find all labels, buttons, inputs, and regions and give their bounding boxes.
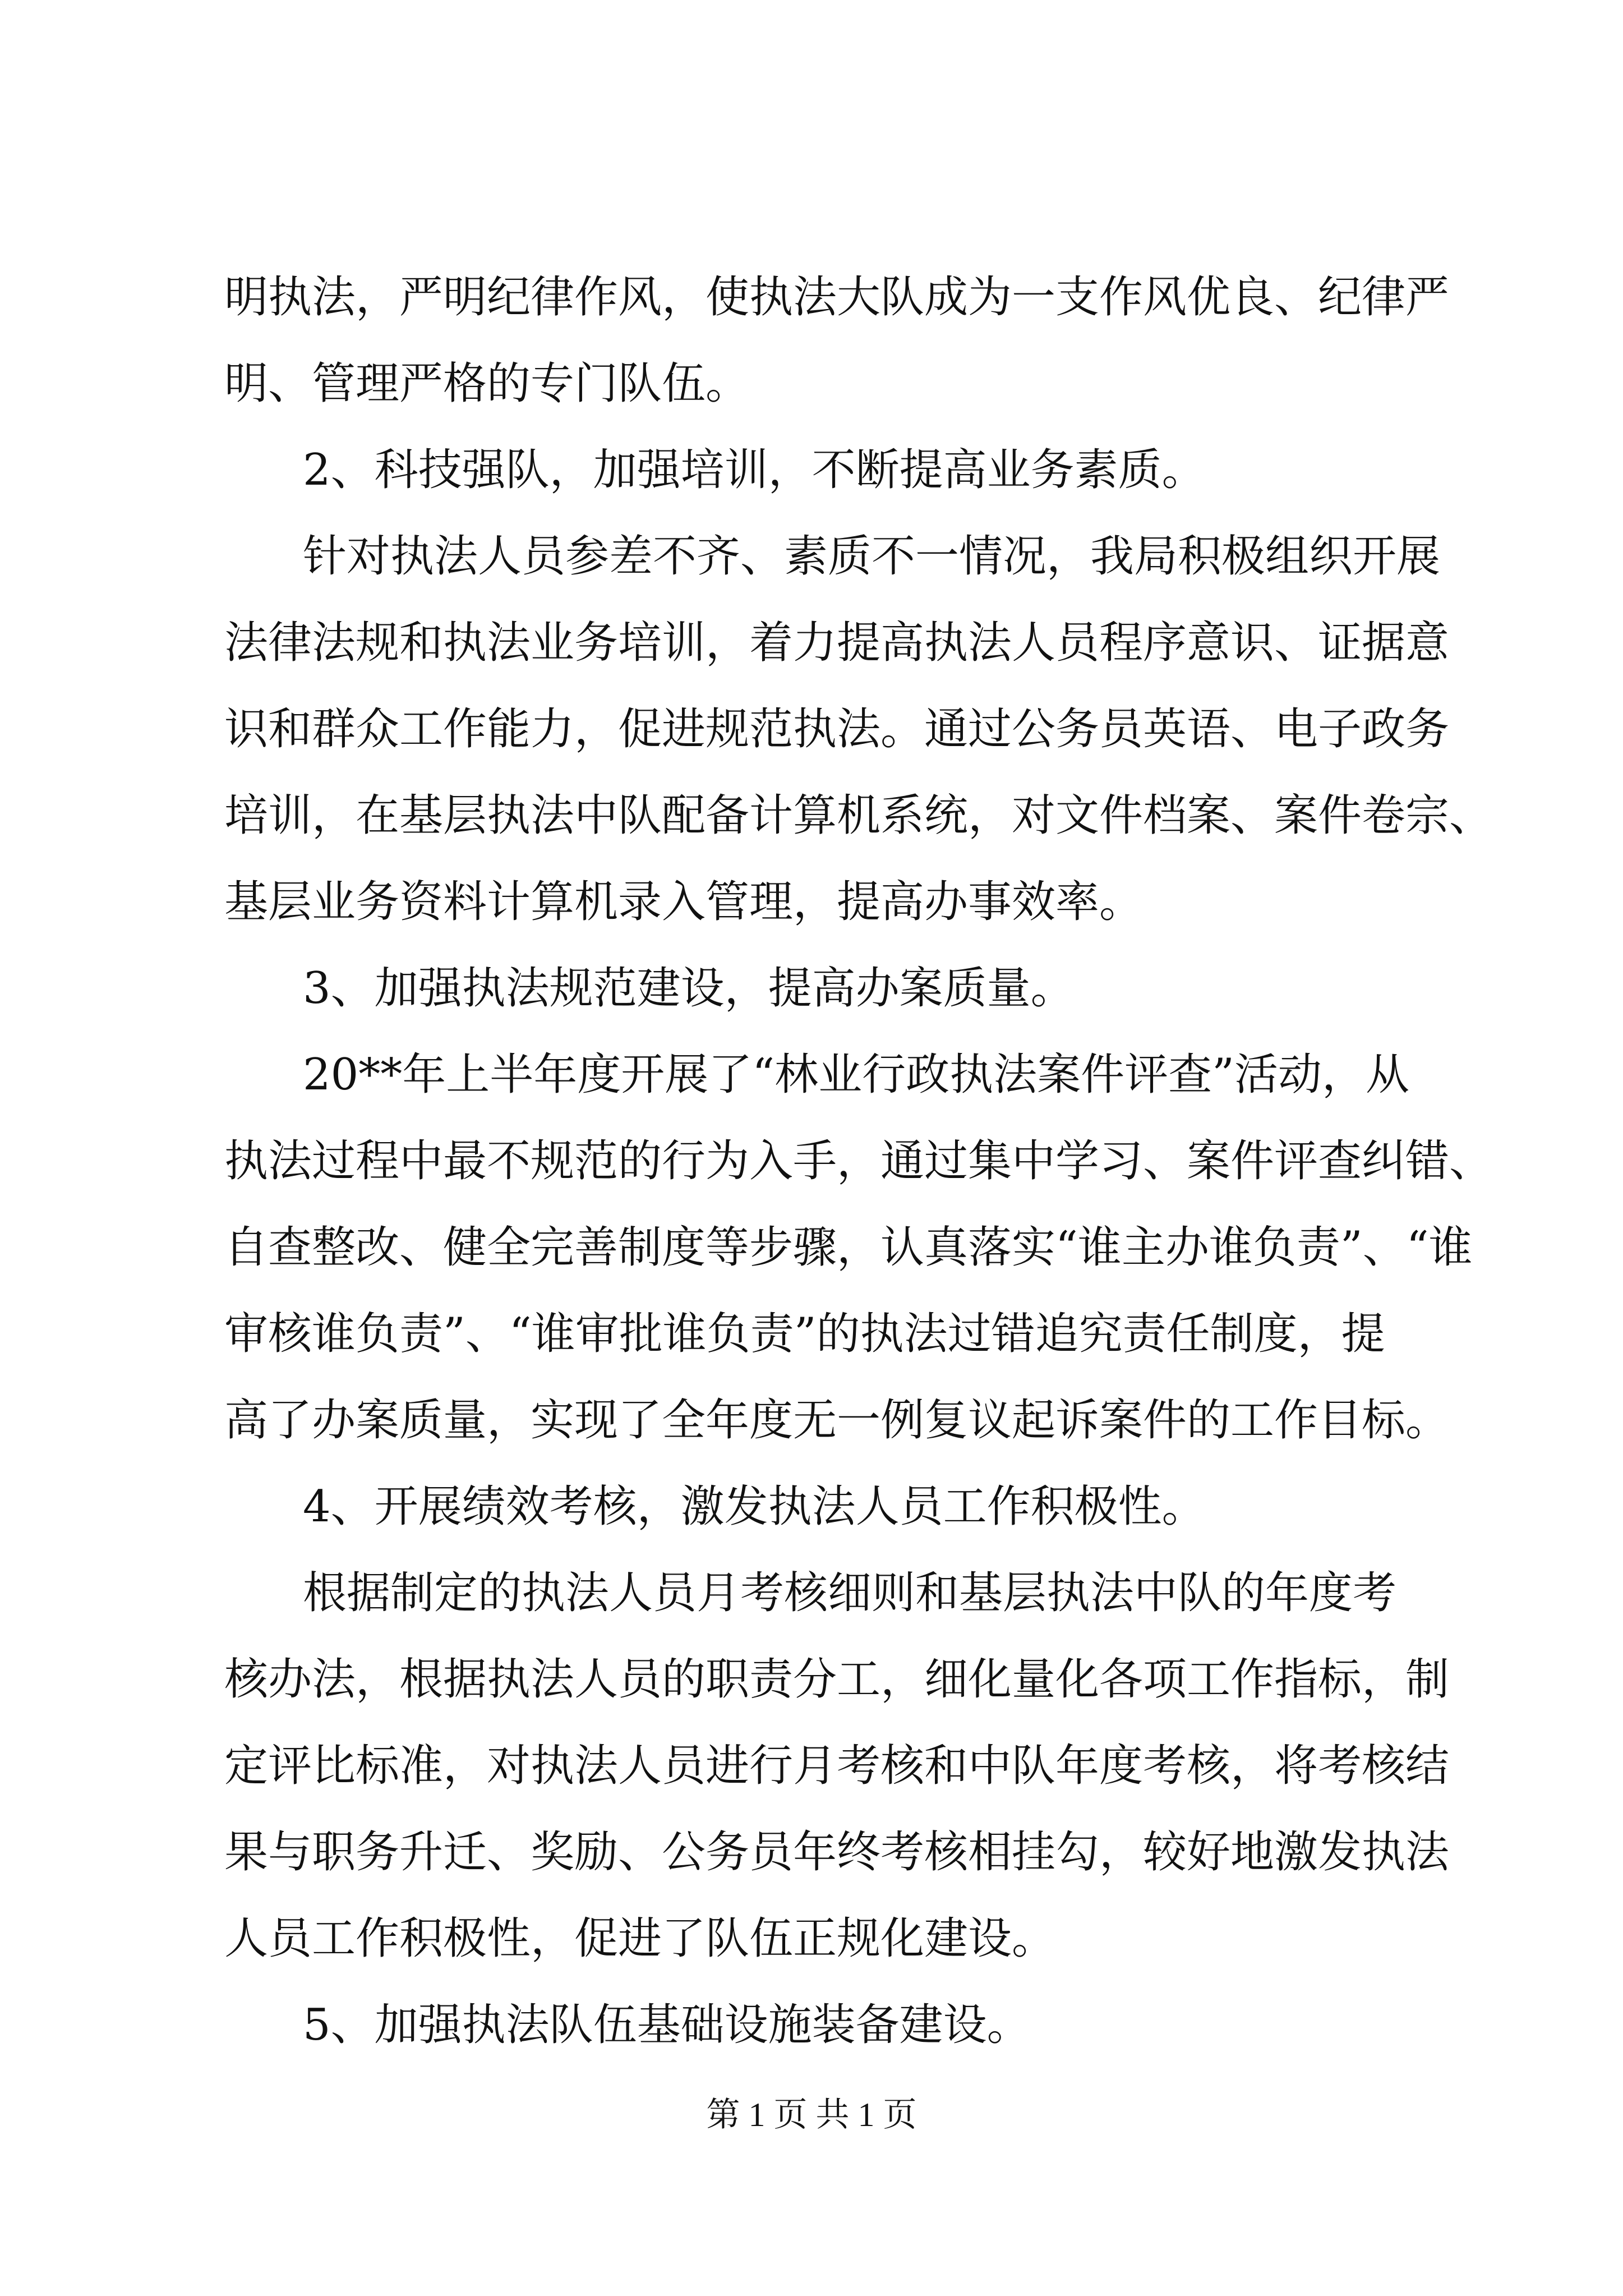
body-line: 果与职务升迁、奖励、公务员年终考核相挂勾，较好地激发执法: [224, 1827, 1450, 1878]
body-line: 法律法规和执法业务培训，着力提高执法人员程序意识、证据意: [224, 618, 1450, 668]
body-line: 明执法，严明纪律作风，使执法大队成为一支作风优良、纪律严: [224, 272, 1450, 323]
body-line: 核办法，根据执法人员的职责分工，细化量化各项工作指标，制: [224, 1654, 1450, 1705]
section-heading-3: 3、加强执法规范建设，提高办案质量。: [303, 963, 1075, 1014]
body-line: 自查整改、健全完善制度等步骤，认真落实“谁主办谁负责”、“谁: [224, 1222, 1473, 1273]
body-line: 明、管理严格的专门队伍。: [224, 358, 750, 409]
page-footer: 第 1 页 共 1 页: [706, 2096, 917, 2133]
paragraph-start: 针对执法人员参差不齐、素质不一情况，我局积极组织开展: [303, 531, 1441, 582]
section-heading-2: 2、科技强队，加强培训，不断提高业务素质。: [303, 445, 1206, 495]
paragraph-start: 20**年上半年度开展了“林业行政执法案件评查”活动，从: [303, 1050, 1410, 1100]
body-line: 执法过程中最不规范的行为入手，通过集中学习、案件评查纠错、: [224, 1136, 1493, 1186]
body-line: 培训，在基层执法中队配备计算机系统，对文件档案、案件卷宗、: [224, 790, 1493, 841]
paragraph-start: 根据制定的执法人员月考核细则和基层执法中队的年度考: [303, 1568, 1397, 1618]
body-line: 高了办案质量，实现了全年度无一例复议起诉案件的工作目标。: [224, 1395, 1450, 1446]
section-heading-5: 5、加强执法队伍基础设施装备建设。: [303, 2000, 1031, 2050]
section-heading-4: 4、开展绩效考核，激发执法人员工作积极性。: [303, 1481, 1206, 1532]
body-line: 识和群众工作能力，促进规范执法。通过公务员英语、电子政务: [224, 704, 1450, 754]
body-line: 审核谁负责”、“谁审批谁负责”的执法过错追究责任制度，提: [224, 1309, 1385, 1359]
body-line: 人员工作积极性，促进了队伍正规化建设。: [224, 1913, 1056, 1964]
body-line: 定评比标准，对执法人员进行月考核和中队年度考核，将考核结: [224, 1741, 1450, 1791]
body-line: 基层业务资料计算机录入管理，提高办事效率。: [224, 877, 1144, 927]
